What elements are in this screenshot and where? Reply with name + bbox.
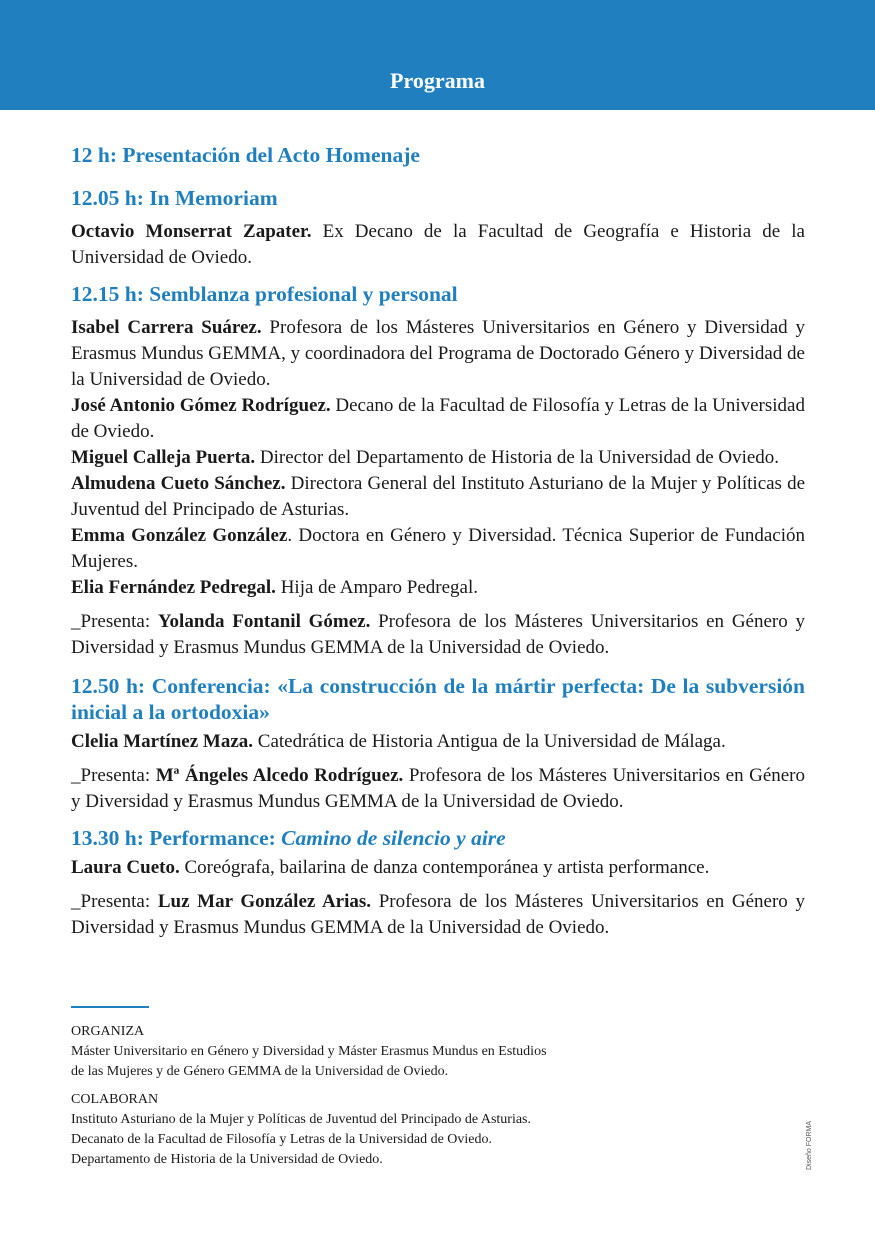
section-title-semblanza: 12.15 h: Semblanza profesional y personal [71, 282, 458, 306]
presenter-desc: Profesora de los Másteres Universitarios en Género y Diversidad y Erasmus Mundus GEMMA de la Universidad de Oviedo. [71, 611, 805, 658]
speaker-entry [71, 315, 805, 393]
colaboran-line: Departamento de Historia de la Universidad de Oviedo. [71, 1152, 383, 1167]
design-credit: Diseño FORMA [806, 1120, 813, 1170]
speaker-entry [71, 729, 805, 755]
speaker-name: Clelia Martínez Maza. [71, 731, 254, 752]
speaker-name: Miguel Calleja Puerta. [71, 447, 256, 468]
speaker-desc: Directora General del Instituto Asturiano de la Mujer y Políticas de Juventud del Principado de Asturias. [71, 473, 806, 520]
organiza-line: de las Mujeres y de Género GEMMA de la Universidad de Oviedo. [71, 1064, 449, 1079]
speaker-desc: Ex Decano de la Facultad de Geografía e Historia de la Universidad de Oviedo. [71, 221, 805, 268]
speaker-name: Almudena Cueto Sánchez. [71, 473, 286, 494]
speaker-name: Isabel Carrera Suárez. [71, 317, 262, 338]
performance-title-prefix: 13.30 h: Performance: [71, 826, 282, 850]
speaker-desc: Director del Departamento de Historia de la Universidad de Oviedo. [255, 447, 780, 468]
presenter-name: Luz Mar González Arias. [157, 891, 372, 912]
speaker-desc: Hija de Amparo Pedregal. [275, 577, 479, 598]
speaker-entry [71, 445, 805, 471]
section-title-performance [71, 825, 805, 851]
speaker-name: Emma González González [71, 525, 288, 546]
page-title: Programa [390, 68, 485, 93]
presenter-entry [71, 763, 805, 815]
organiza-label: ORGANIZA [71, 1024, 145, 1039]
presenta-prefix: _Presenta: [71, 891, 158, 912]
colaboran-line: Decanato de la Facultad de Filosofía y Letras de la Universidad de Oviedo. [71, 1132, 493, 1147]
presenter-desc: Profesora de los Másteres Universitarios en Género y Diversidad y Erasmus Mundus GEMMA de la Universidad de Oviedo. [71, 891, 805, 938]
presenta-prefix: _Presenta: [71, 765, 156, 786]
program-content [71, 142, 805, 941]
colaboran-line: Instituto Asturiano de la Mujer y Políticas de Juventud del Principado de Asturias. [71, 1112, 531, 1127]
speaker-name: Laura Cueto. [71, 857, 180, 878]
colaboran-label: COLABORAN [71, 1092, 159, 1107]
presenter-desc: Profesora de los Másteres Universitarios en Género y Diversidad y Erasmus Mundus GEMMA de la Universidad de Oviedo. [71, 765, 806, 812]
speaker-entry [71, 523, 805, 575]
presenter-name: Mª Ángeles Alcedo Rodríguez. [155, 765, 404, 786]
footer-divider [71, 1006, 149, 1008]
performance-title-italic: Camino de silencio y aire [281, 826, 506, 850]
presenter-entry [71, 889, 805, 941]
speaker-name: Elia Fernández Pedregal. [71, 577, 276, 598]
speaker-entry [71, 471, 805, 523]
section-title-presentacion: 12 h: Presentación del Acto Homenaje [71, 143, 420, 167]
speaker-desc: Decano de la Facultad de Filosofía y Letras de la Universidad de Oviedo. [71, 395, 805, 442]
speaker-entry [71, 855, 805, 881]
speaker-desc: . Doctora en Género y Diversidad. Técnica Superior de Fundación Mujeres. [71, 525, 805, 572]
speaker-desc: Profesora de los Másteres Universitarios en Género y Diversidad y Erasmus Mundus GEMMA, y coordinadora del Programa de Doctorado Género y Diversidad de la Universidad de Oviedo. [71, 317, 805, 390]
section-title-in-memoriam: 12.05 h: In Memoriam [71, 186, 278, 210]
footer-credits [71, 1022, 691, 1170]
presenter-entry [71, 609, 805, 661]
speaker-name: José Antonio Gómez Rodríguez. [71, 395, 331, 416]
speaker-name: Octavio Monserrat Zapater. [71, 221, 312, 242]
speaker-desc: Catedrática de Historia Antigua de la Universidad de Málaga. [253, 731, 726, 752]
presenter-name: Yolanda Fontanil Gómez. [157, 611, 371, 632]
presenta-prefix: _Presenta: [71, 611, 158, 632]
organiza-line: Máster Universitario en Género y Diversidad y Máster Erasmus Mundus en Estudios [71, 1044, 547, 1059]
section-title-conferencia: 12.50 h: Conferencia: «La construcción de la mártir perfecta: De la subversión inicial a la ortodoxia» [71, 674, 805, 724]
speaker-entry [71, 575, 805, 601]
speaker-entry [71, 219, 805, 271]
speaker-entry [71, 393, 805, 445]
speaker-desc: Coreógrafa, bailarina de danza contemporánea y artista performance. [179, 857, 710, 878]
